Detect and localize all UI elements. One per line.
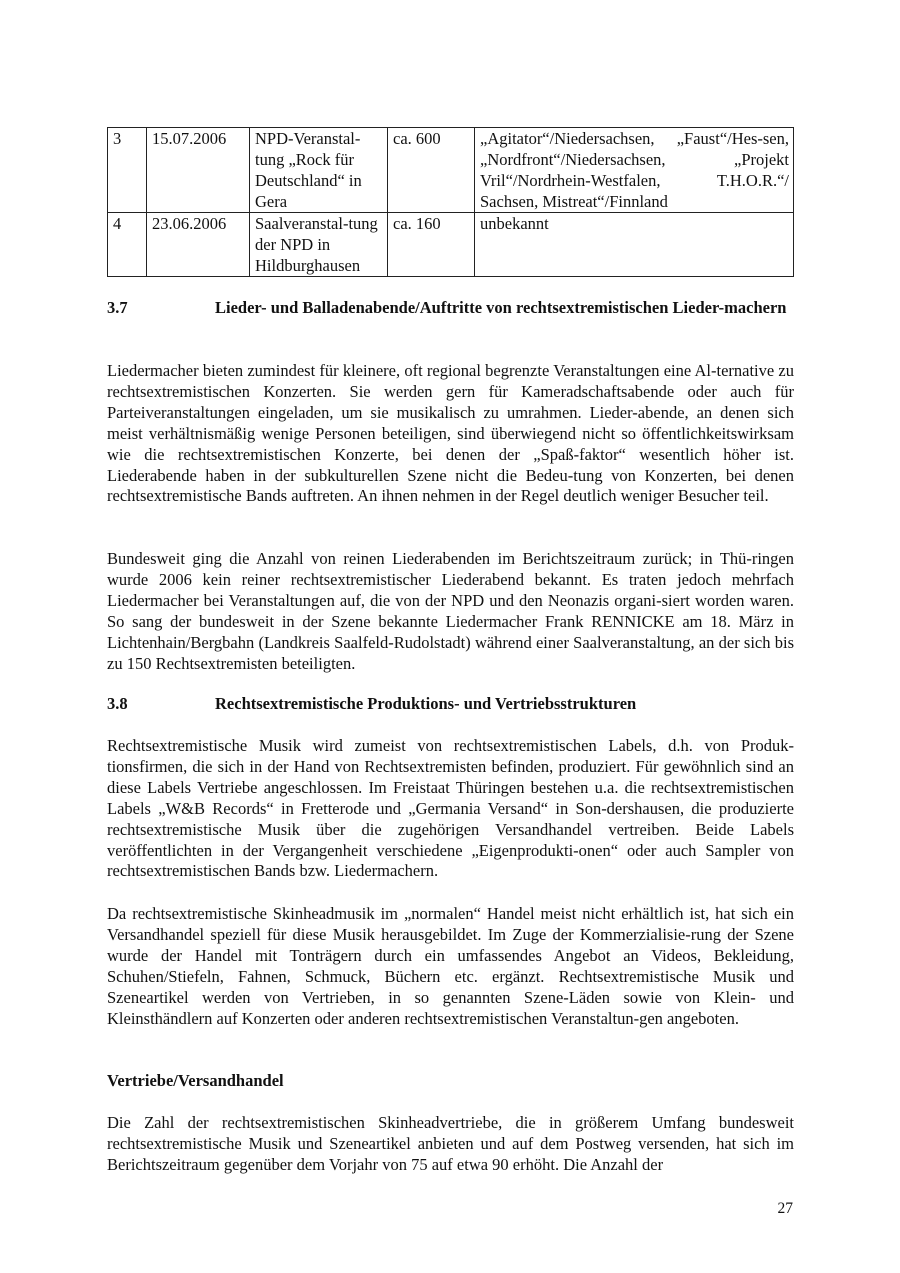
cell-nr: 3 <box>108 128 147 213</box>
table-row <box>108 128 794 213</box>
cell-count: ca. 600 <box>388 128 475 213</box>
table-row <box>108 213 794 277</box>
cell-event: NPD-Veranstal-tung „Rock für Deutschland“ in Gera <box>250 128 388 213</box>
paragraph-text: Bundesweit ging die Anzahl von reinen Liederabenden im Berichtszeitraum zurück; in Thü-ringen wurde 2006 kein reiner rechtsextremistischer Liederabend bekannt. Es traten jedoch mehrfach Liedermacher bei Veranstaltungen auf, die von der NPD und den Neonazis organi-siert worden waren. So sang der bundesweit in der Szene bekannte Liedermacher Frank RENNICKE am 18. März in Lichtenhain/Bergbahn (Landkreis Saalfeld-Rudolstadt) während einer Saalveranstaltung, an der sich bis zu 150 Rechtsextremisten beteiligten. <box>107 549 794 673</box>
cell-nr: 4 <box>108 213 147 277</box>
paragraph <box>107 361 794 507</box>
cell-bands: unbekannt <box>475 213 794 277</box>
section-heading-3-7 <box>107 298 794 319</box>
section-title: Lieder- und Balladenabende/Auftritte von rechtsextremistischen Lieder-machern <box>215 298 787 317</box>
cell-event: Saalveranstal-tung der NPD in Hildburghausen <box>250 213 388 277</box>
subsection-heading: Vertriebe/Versandhandel <box>107 1071 284 1090</box>
paragraph-text: Rechtsextremistische Musik wird zumeist von rechtsextremistischen Labels, d.h. von Produk-tionsfirmen, die sich in der Hand von Rechtsextremisten befinden, produziert. Für gewöhnlich sind an diese Labels Vertriebe angeschlossen. Im Freistaat Thüringen bestehen u.a. die rechtsextremistischen Labels „W&B Records“ in Fretterode und „Germania Versand“ in Son-dershausen, die produzierte rechtsextremistische Musik über die zugehörigen Versandhandel vertreiben. Beide Labels veröffentlichten in der Vergangenheit verschiedene „Eigenprodukti-onen“ oder auch Sampler von rechtsextremistischen Bands bzw. Liedermachern. <box>107 736 794 881</box>
events-table <box>107 127 794 277</box>
section-number: 3.7 <box>107 298 128 317</box>
cell-bands: „Agitator“/Niedersachsen, „Faust“/Hes-sen, „Nordfront“/Niedersachsen, „Projekt Vril“/Nordrhein-Westfalen, T.H.O.R.“/ Sachsen, Mistreat“/Finnland <box>475 128 794 213</box>
cell-count: ca. 160 <box>388 213 475 277</box>
paragraph <box>107 1113 794 1176</box>
paragraph <box>107 736 794 882</box>
section-title: Rechtsextremistische Produktions- und Vertriebsstrukturen <box>215 694 637 713</box>
paragraph-text: Liedermacher bieten zumindest für kleinere, oft regional begrenzte Veranstaltungen eine Al-ternative zu rechtsextremistischen Konzerten. Sie werden gern für Kameradschaftsabende oder auch für Parteiveranstaltungen eingeladen, um sie musikalisch zu umrahmen. Lieder-abende, an denen sich meist verhältnismäßig wenige Personen beteiligen, sind überwiegend nicht so öffentlichkeitswirksam wie die rechtsextremistischen Konzerte, bei denen der „Spaß-faktor“ wesentlich höher ist. Liederabende haben in der subkulturellen Szene nicht die Bedeu-tung von Konzerten, bei denen rechtsextremistische Bands auftreten. An ihnen nehmen in der Regel deutlich weniger Besucher teil. <box>107 361 794 506</box>
paragraph <box>107 904 794 1029</box>
paragraph-text: Die Zahl der rechtsextremistischen Skinheadvertriebe, die in größerem Umfang bundesweit rechtsextremistische Musik und Szeneartikel anbieten und auf dem Postweg versenden, hat sich im Berichtszeitraum gegenüber dem Vorjahr von 75 auf etwa 90 erhöht. Die Anzahl der <box>107 1113 794 1174</box>
paragraph-text: Da rechtsextremistische Skinheadmusik im „normalen“ Handel meist nicht erhältlich ist, hat sich ein Versandhandel speziell für diese Musik herausgebildet. Im Zuge der Kommerzialisie-rung der Szene wurde der Handel mit Tonträgern durch ein umfassendes Angebot an Videos, Bekleidung, Schuhen/Stiefeln, Fahnen, Schmuck, Büchern etc. ergänzt. Rechtsextremistische Musik und Szeneartikel werden von Vertrieben, in so genannten Szene-Läden sowie von Klein- und Kleinsthändlern auf Konzerten oder anderen rechtsextremistischen Veranstaltun-gen angeboten. <box>107 904 794 1028</box>
cell-date: 23.06.2006 <box>147 213 250 277</box>
section-number: 3.8 <box>107 694 128 713</box>
section-heading-3-8 <box>107 694 794 715</box>
cell-date: 15.07.2006 <box>147 128 250 213</box>
paragraph <box>107 549 794 674</box>
page-number: 27 <box>777 1200 793 1217</box>
